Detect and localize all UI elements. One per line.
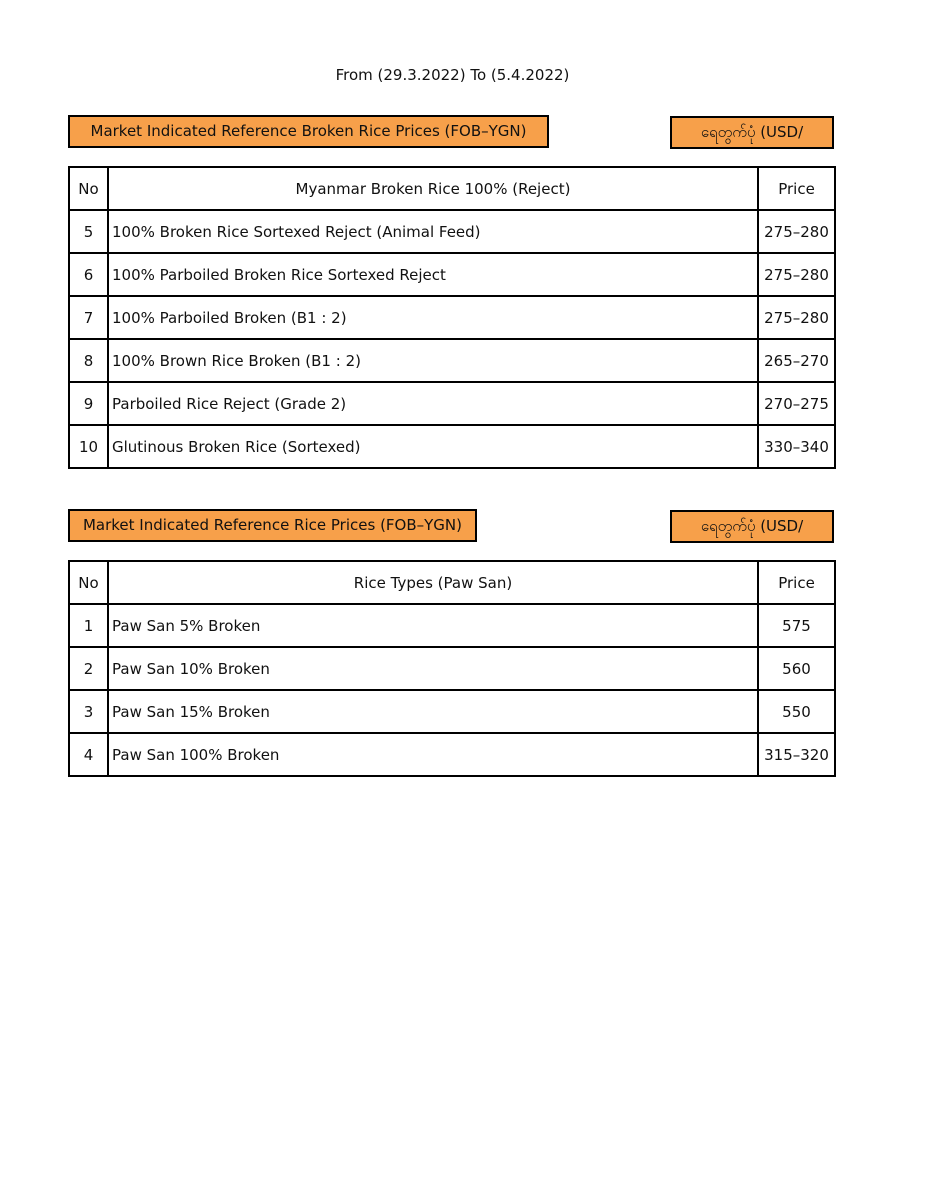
row-name: Paw San 100% Broken: [108, 733, 758, 776]
row-no: 10: [69, 425, 108, 468]
header-price: Price: [758, 561, 835, 604]
table-row: [69, 382, 835, 425]
row-no: 7: [69, 296, 108, 339]
header-no: No: [69, 561, 108, 604]
row-name: Paw San 10% Broken: [108, 647, 758, 690]
row-price: 265–270: [758, 339, 835, 382]
table-row: [69, 647, 835, 690]
row-price: 270–275: [758, 382, 835, 425]
row-no: 8: [69, 339, 108, 382]
row-name: 100% Brown Rice Broken (B1 : 2): [108, 339, 758, 382]
row-price: 560: [758, 647, 835, 690]
row-price: 275–280: [758, 210, 835, 253]
row-no: 6: [69, 253, 108, 296]
row-name: 100% Parboiled Broken (B1 : 2): [108, 296, 758, 339]
broken-rice-unit-label: ရေတွက်ပုံ (USD/: [670, 116, 834, 149]
row-no: 5: [69, 210, 108, 253]
table-row: [69, 253, 835, 296]
row-price: 550: [758, 690, 835, 733]
header-name: Myanmar Broken Rice 100% (Reject): [108, 167, 758, 210]
date-range: From (29.3.2022) To (5.4.2022): [335, 66, 570, 84]
row-name: Paw San 5% Broken: [108, 604, 758, 647]
rice-unit-label: ရေတွက်ပုံ (USD/: [670, 510, 834, 543]
row-price: 315–320: [758, 733, 835, 776]
row-no: 2: [69, 647, 108, 690]
row-name: Glutinous Broken Rice (Sortexed): [108, 425, 758, 468]
rice-section-title: Market Indicated Reference Rice Prices (FOB–YGN): [68, 509, 477, 542]
row-no: 9: [69, 382, 108, 425]
table-header-row: [69, 561, 835, 604]
table-header-row: [69, 167, 835, 210]
row-no: 4: [69, 733, 108, 776]
row-price: 275–280: [758, 253, 835, 296]
table-row: [69, 339, 835, 382]
table-row: [69, 425, 835, 468]
table-row: [69, 210, 835, 253]
row-price: 575: [758, 604, 835, 647]
row-price: 275–280: [758, 296, 835, 339]
header-no: No: [69, 167, 108, 210]
header-name: Rice Types (Paw San): [108, 561, 758, 604]
row-no: 1: [69, 604, 108, 647]
table-row: [69, 296, 835, 339]
table-row: [69, 604, 835, 647]
row-name: Paw San 15% Broken: [108, 690, 758, 733]
broken-rice-table: [68, 166, 836, 469]
row-name: 100% Broken Rice Sortexed Reject (Animal Feed): [108, 210, 758, 253]
table-row: [69, 690, 835, 733]
row-no: 3: [69, 690, 108, 733]
broken-rice-section-title: Market Indicated Reference Broken Rice Prices (FOB–YGN): [68, 115, 549, 148]
row-price: 330–340: [758, 425, 835, 468]
row-name: 100% Parboiled Broken Rice Sortexed Reject: [108, 253, 758, 296]
header-price: Price: [758, 167, 835, 210]
row-name: Parboiled Rice Reject (Grade 2): [108, 382, 758, 425]
table-row: [69, 733, 835, 776]
rice-table: [68, 560, 836, 777]
